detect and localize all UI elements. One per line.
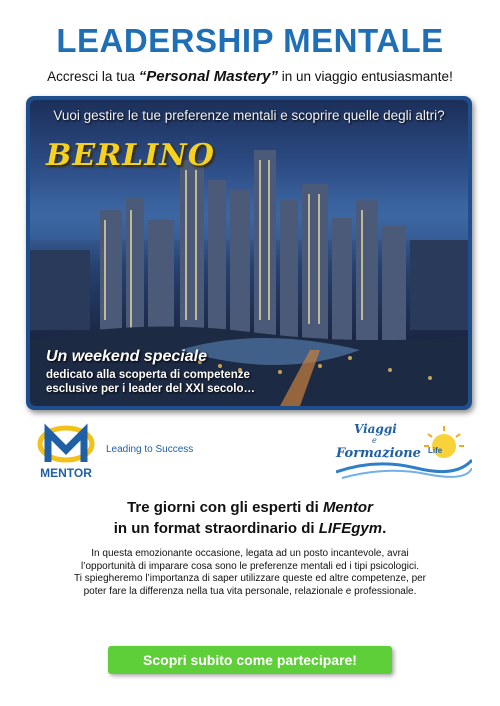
weekend-description-line: dedicato alla scoperta di competenze — [46, 369, 250, 381]
headline-text: . — [382, 520, 387, 537]
cta-button[interactable]: Scopri subito come partecipare! — [108, 646, 392, 674]
body-paragraph — [40, 548, 460, 598]
hero-question: Vuoi gestire le tue preferenze mentali e scoprire quelle degli altri? — [53, 108, 445, 123]
headline-text: in un format straordinario di — [113, 520, 319, 537]
weekend-title: Un weekend speciale — [46, 348, 207, 365]
page-subtitle — [0, 68, 500, 85]
viaggi-wordmark: Viaggi — [354, 422, 397, 436]
body-line: poter fare la differenza nella tua vita personale, relazionale e professionale. — [83, 585, 417, 597]
city-skyline-photo — [30, 100, 468, 406]
headline-line-1 — [0, 497, 500, 518]
weekend-description-line: esclusive per i leader del XXI secolo… — [46, 383, 256, 395]
headline — [0, 497, 500, 539]
body-line: In questa emozionante occasione, legata ad un posto incantevole, avrai — [91, 548, 409, 559]
page-title: LEADERSHIP MENTALE — [56, 22, 444, 59]
headline-line-2 — [0, 518, 500, 539]
weekend-description — [46, 368, 306, 396]
mentor-tagline: Leading to Success — [106, 444, 194, 455]
subtitle-text-start: Accresci la tua — [47, 69, 139, 84]
city-name: BERLINO — [46, 138, 215, 173]
subtitle-emphasis: “Personal Mastery” — [138, 68, 278, 85]
hero-banner — [26, 96, 472, 410]
life-wordmark: Life — [428, 446, 443, 455]
body-line: l’opportunità di imparare cosa sono le preferenze mentali ed i tipi psicologici. — [81, 560, 419, 572]
formazione-wordmark: Formazione — [336, 446, 421, 461]
body-line: Ti spiegheremo l’importanza di saper utilizzare queste ed altre competenze, per — [73, 573, 427, 584]
headline-text: Tre giorni con gli esperti di — [127, 499, 323, 516]
headline-emphasis: LIFEgym — [318, 520, 383, 537]
mentor-wordmark: MENTOR — [40, 466, 92, 480]
subtitle-text-end: in un viaggio entusiasmante! — [277, 69, 453, 84]
viaggi-conjunction: e — [372, 436, 377, 445]
headline-emphasis: Mentor — [322, 499, 373, 516]
